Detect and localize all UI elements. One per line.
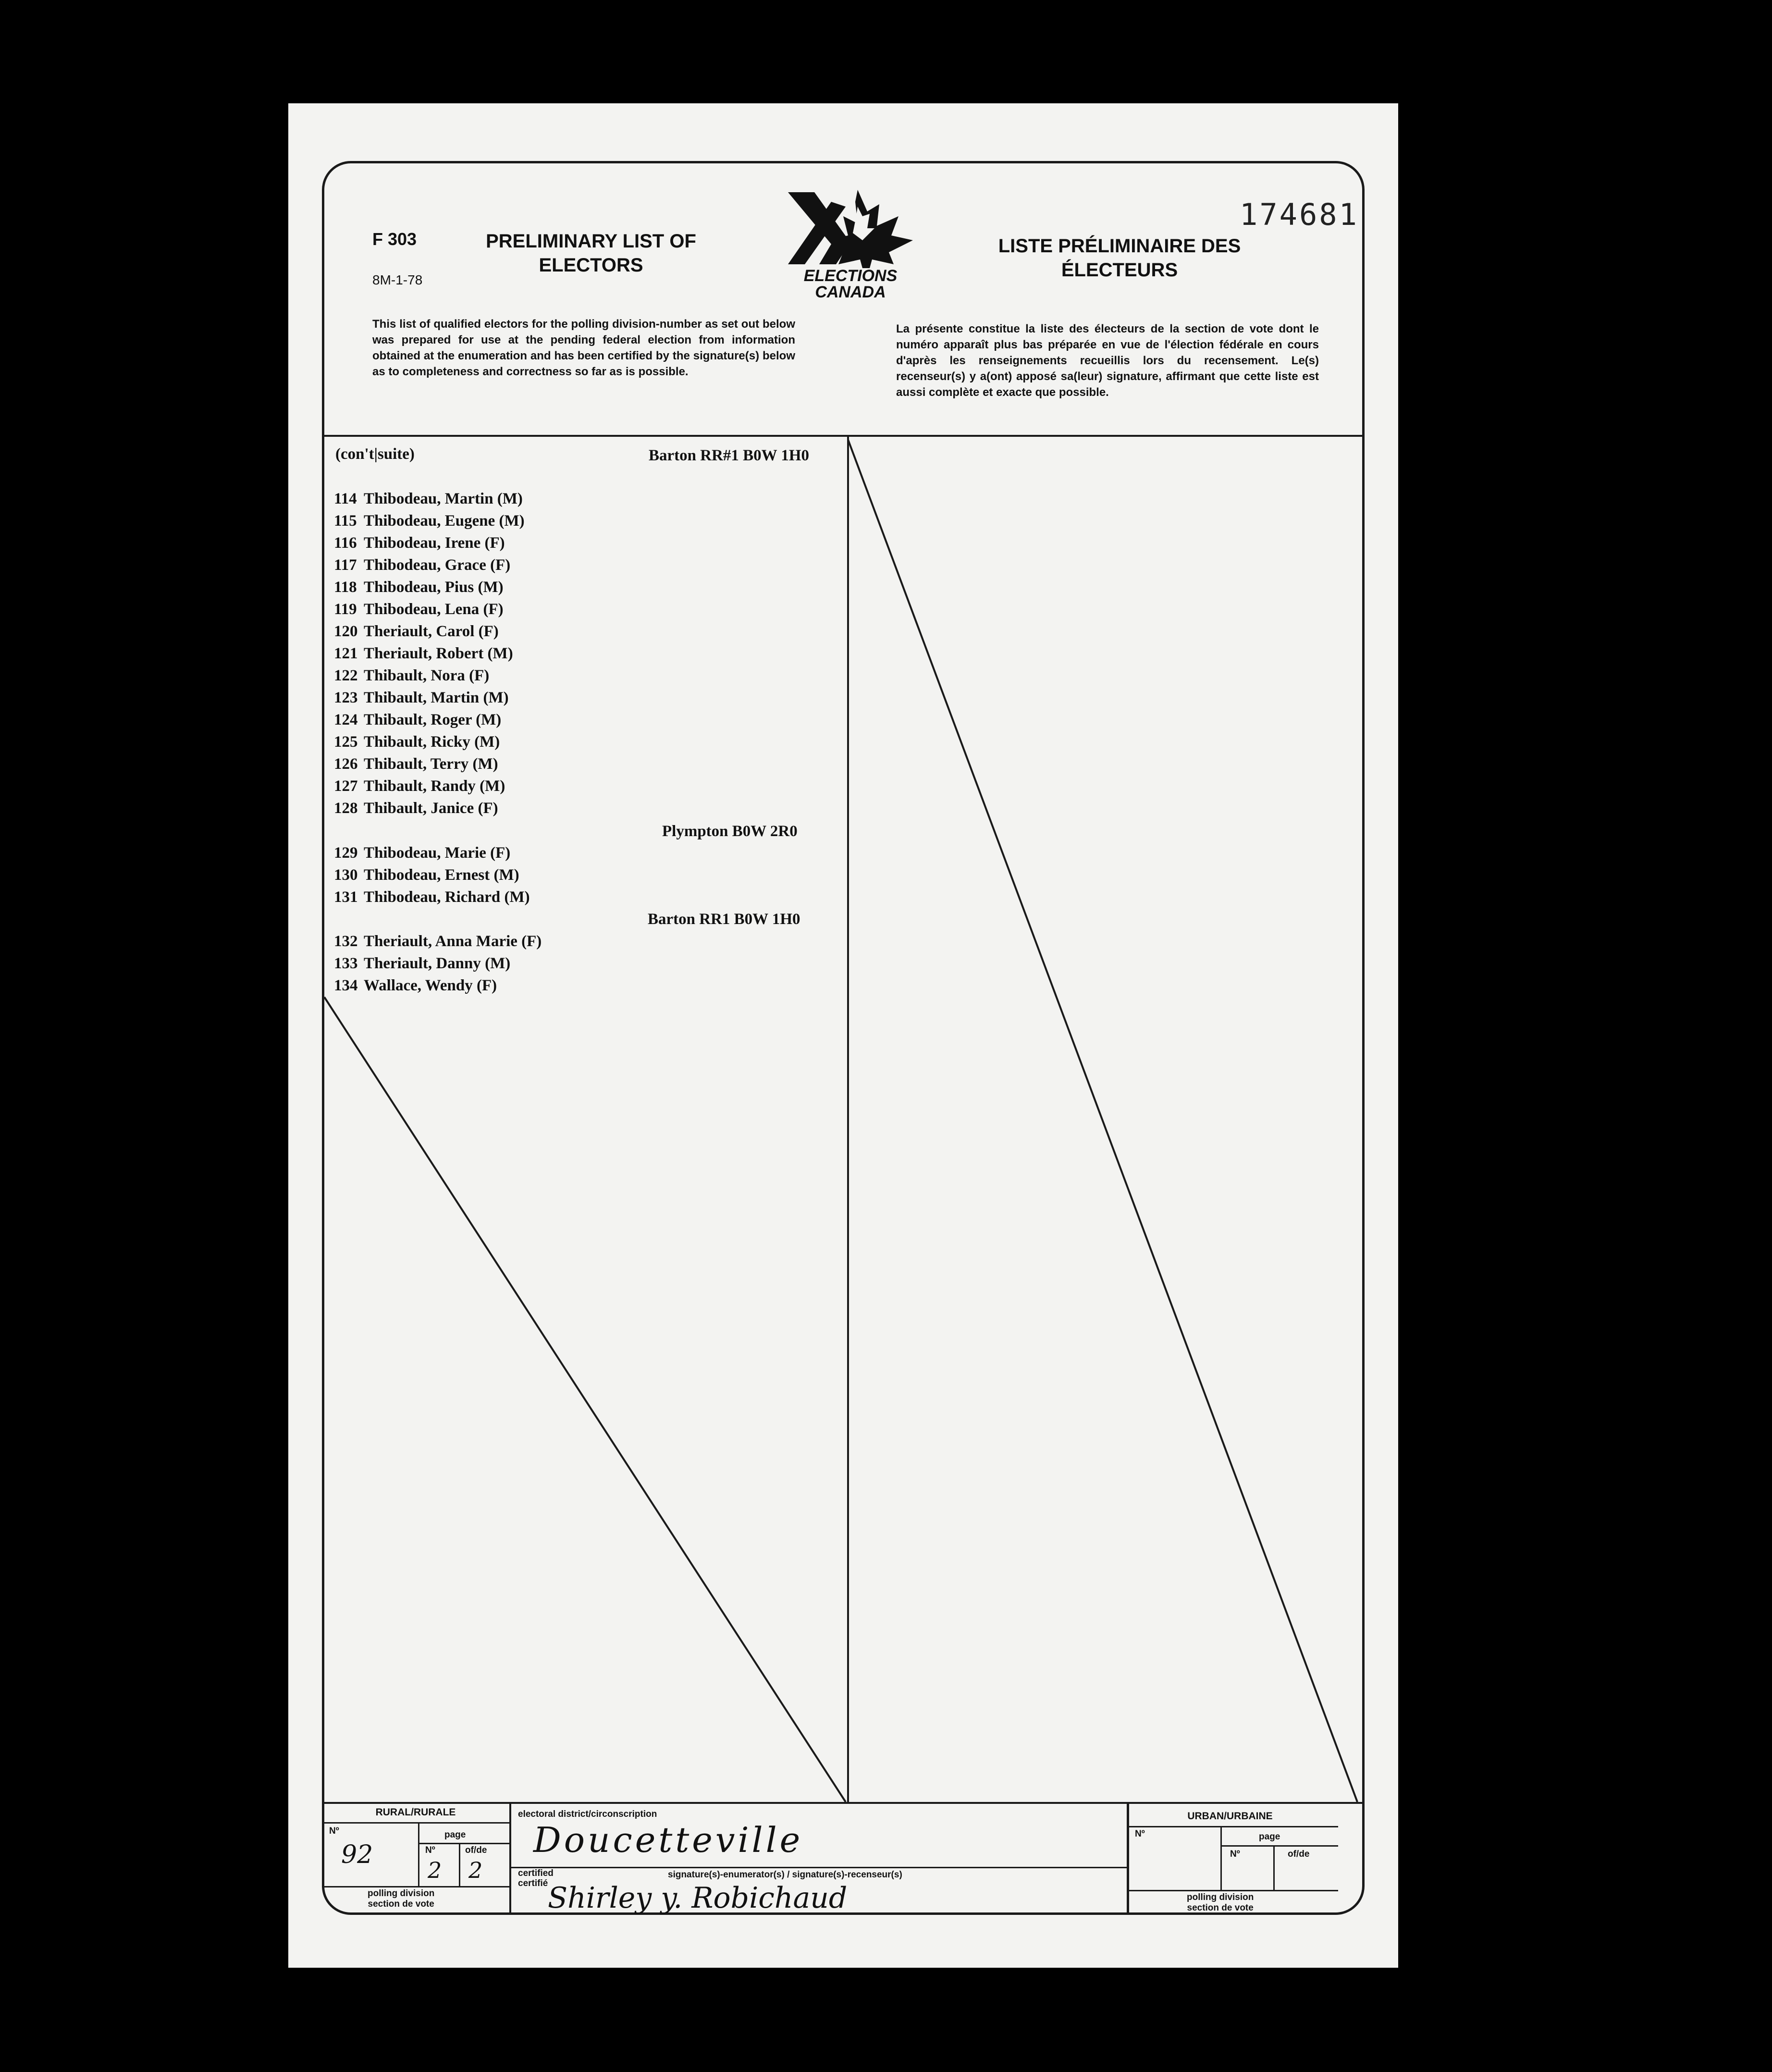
elector-name: Thibault, Janice (F) — [364, 800, 498, 817]
elector-number: 114 — [334, 490, 357, 507]
rural-page-no-label: Nº — [425, 1845, 435, 1855]
list-item — [334, 800, 498, 817]
elector-name: Thibault, Randy (M) — [364, 777, 505, 795]
list-item — [334, 490, 523, 508]
urban-polling-line1: polling division — [1187, 1892, 1254, 1902]
polling-label-line1: polling division — [368, 1888, 435, 1899]
rural-divider — [509, 1802, 511, 1915]
elector-number: 132 — [334, 933, 358, 950]
rule — [1220, 1845, 1338, 1847]
elector-number: 124 — [334, 711, 358, 728]
elector-number: 125 — [334, 733, 358, 751]
enumerator-signature: Shirley y. Robichaud — [548, 1881, 848, 1915]
elector-number: 129 — [334, 844, 358, 862]
polling-label-line2: section de vote — [368, 1899, 434, 1909]
certified-line1: certified — [518, 1868, 554, 1878]
section-address: Barton RR#1 B0W 1H0 — [649, 447, 809, 464]
elector-name: Thibodeau, Martin (M) — [364, 490, 523, 507]
urban-label: URBAN/URBAINE — [1187, 1811, 1273, 1822]
elector-number: 120 — [334, 623, 358, 640]
urban-page-no-label: Nº — [1230, 1849, 1240, 1859]
elector-number: 118 — [334, 579, 357, 596]
serial-number: 174681 — [1240, 197, 1359, 232]
elector-name: Thibodeau, Pius (M) — [364, 579, 504, 596]
list-item — [334, 689, 509, 707]
rule — [322, 1822, 509, 1824]
urban-of-label: of/de — [1288, 1849, 1310, 1859]
elector-name: Thibodeau, Irene (F) — [364, 534, 505, 552]
elector-number: 117 — [334, 556, 357, 574]
list-item — [334, 755, 498, 773]
list-item — [334, 977, 497, 995]
elector-name: Theriault, Robert (M) — [364, 645, 513, 662]
elector-name: Thibault, Nora (F) — [364, 667, 490, 684]
certified-line2: certifié — [518, 1878, 548, 1888]
elector-number: 131 — [334, 888, 358, 906]
elector-name: Thibault, Terry (M) — [364, 755, 498, 773]
document-sheet — [288, 103, 1398, 1968]
list-item — [334, 844, 510, 862]
elector-name: Thibodeau, Marie (F) — [364, 844, 511, 862]
title-english-line1: PRELIMINARY LIST OF — [486, 231, 696, 252]
rule — [418, 1824, 419, 1886]
elector-number: 127 — [334, 777, 358, 795]
rural-page-label: page — [444, 1830, 466, 1840]
section-address: Plympton B0W 2R0 — [662, 823, 798, 840]
polling-division-label — [368, 1888, 434, 1910]
elector-name: Wallace, Wendy (F) — [364, 977, 497, 994]
signature-label: signature(s)-enumerator(s) / signature(s)-recenseur(s) — [668, 1870, 902, 1880]
list-item — [334, 556, 510, 574]
elector-name: Thibault, Martin (M) — [364, 689, 509, 706]
urban-page-label: page — [1259, 1832, 1280, 1842]
rural-of-label: of/de — [465, 1845, 487, 1855]
elector-number: 128 — [334, 800, 358, 817]
urban-no-label: Nº — [1135, 1829, 1145, 1839]
list-item — [334, 667, 489, 685]
elector-name: Thibault, Ricky (M) — [364, 733, 500, 751]
list-item — [334, 888, 530, 906]
list-item — [334, 601, 504, 618]
elector-name: Thibodeau, Lena (F) — [364, 601, 504, 618]
elector-number: 126 — [334, 755, 358, 773]
list-item — [334, 645, 513, 663]
list-item — [334, 534, 505, 552]
rural-label: RURAL/RURALE — [375, 1807, 456, 1818]
rural-no-value: 92 — [341, 1840, 373, 1869]
elector-name: Thibodeau, Eugene (M) — [364, 512, 525, 530]
form-number: F 303 — [372, 229, 417, 249]
elector-number: 121 — [334, 645, 358, 662]
elector-name: Thibodeau, Grace (F) — [364, 556, 511, 574]
rule — [1129, 1826, 1338, 1827]
rule — [322, 1886, 509, 1887]
rule — [1273, 1845, 1275, 1890]
rural-of-value: 2 — [468, 1857, 483, 1883]
rule — [1129, 1890, 1338, 1891]
rural-no-label: Nº — [329, 1826, 339, 1836]
section-address: Barton RR1 B0W 1H0 — [648, 911, 800, 928]
continued-label: (con't|suite) — [335, 445, 415, 463]
elector-number: 119 — [334, 601, 357, 618]
district-rule — [509, 1867, 1129, 1868]
elector-number: 116 — [334, 534, 357, 552]
list-item — [334, 933, 541, 950]
list-item — [334, 777, 505, 795]
elector-number: 122 — [334, 667, 358, 684]
rule — [459, 1843, 460, 1886]
elector-name: Thibault, Roger (M) — [364, 711, 502, 728]
elector-name: Theriault, Carol (F) — [364, 623, 499, 640]
elector-number: 134 — [334, 977, 358, 994]
urban-polling-line2: section de vote — [1187, 1903, 1254, 1913]
district-value: Doucetteville — [533, 1820, 803, 1860]
list-item — [334, 733, 500, 751]
rule — [418, 1843, 509, 1844]
elector-number: 133 — [334, 955, 358, 972]
rural-page-value: 2 — [428, 1857, 442, 1883]
elector-list — [288, 103, 846, 1800]
title-french-line1: LISTE PRÉLIMINAIRE DES — [998, 235, 1241, 257]
elector-name: Theriault, Danny (M) — [364, 955, 511, 972]
logo-line1: ELECTIONS — [803, 267, 898, 285]
logo-line2: CANADA — [815, 283, 886, 301]
elector-number: 130 — [334, 866, 358, 884]
intro-french: La présente constitue la liste des électeurs de la section de vote dont le numéro apparaît plus bas préparée en vue de l'élection fédérale en cours d'après les renseignements recueillis lors du recensement. Le(s) recenseur(s) y a(ont) apposé sa(leur) signature, affirmant que cette liste est aussi complète et exacte que possible. — [896, 322, 1319, 399]
elector-name: Thibodeau, Richard (M) — [364, 888, 530, 906]
list-item — [334, 955, 510, 973]
intro-english: This list of qualified electors for the polling division-number as set out below was prepared for use at the pending federal election from information obtained at the enumeration and has been certified by the signature(s) below as to completeness and correctness so far as is possible. — [372, 318, 795, 378]
list-item — [334, 623, 499, 641]
elector-name: Theriault, Anna Marie (F) — [364, 933, 542, 950]
list-item — [334, 866, 519, 884]
list-item — [334, 711, 501, 729]
list-item — [334, 579, 504, 596]
list-item — [334, 512, 525, 530]
urban-block — [1129, 1802, 1365, 1915]
elector-name: Thibodeau, Ernest (M) — [364, 866, 519, 884]
district-label: electoral district/circonscription — [518, 1809, 657, 1819]
urban-polling-division-label — [1187, 1892, 1254, 1913]
title-english-line2: ELECTORS — [539, 255, 643, 276]
rural-block — [322, 1802, 509, 1915]
elector-number: 115 — [334, 512, 357, 530]
form-date: 8M-1-78 — [372, 272, 423, 287]
elector-number: 123 — [334, 689, 358, 706]
rule — [1220, 1827, 1222, 1890]
title-french-line2: ÉLECTEURS — [1061, 259, 1178, 281]
